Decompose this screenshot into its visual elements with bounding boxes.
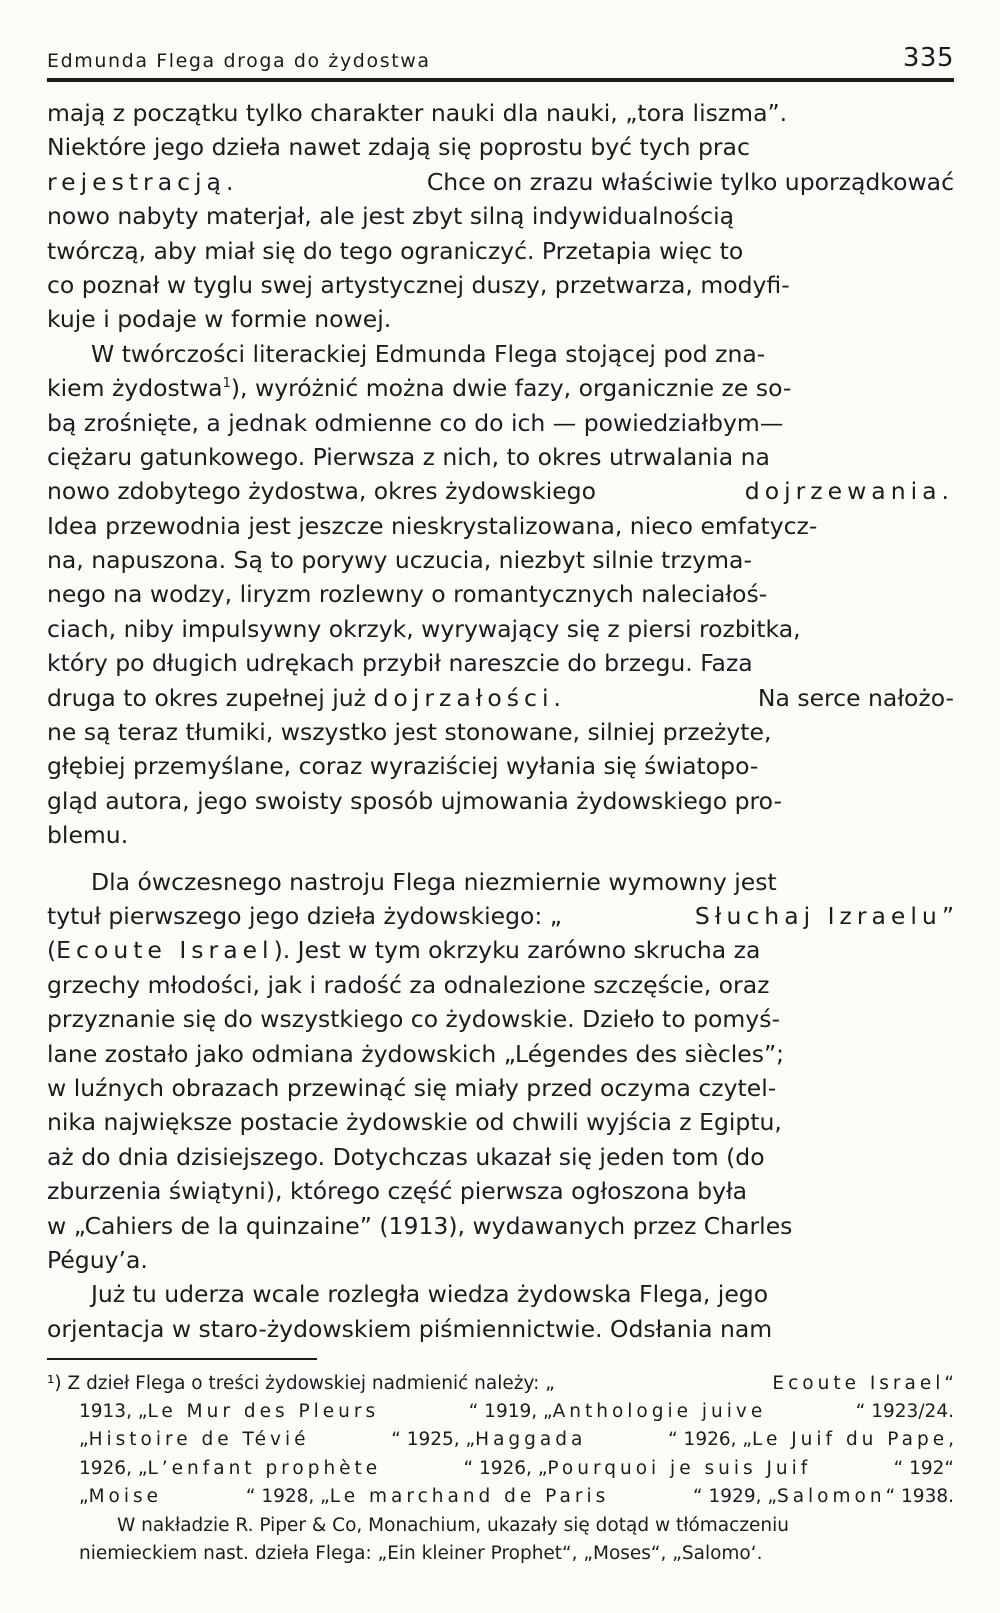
text-line: gląd autora, jego swoisty sposób ujmowania żydowskiego pro- xyxy=(47,786,782,815)
text-line: co poznał w tyglu swej artystycznej duszy, przetwarza, modyfi- xyxy=(47,270,790,299)
text-line xyxy=(47,933,954,967)
text-line: Niektóre jego dzieła nawet zdają się poprostu być tych prac xyxy=(47,133,750,162)
text-span: , xyxy=(948,1429,954,1451)
text-span xyxy=(79,1426,309,1454)
text-line: orjentacja w staro-żydowskiem piśmiennictwie. Odsłania nam xyxy=(47,1314,773,1343)
text-line: lane zostało jako odmiana żydowskich „Légendes des siècles”; xyxy=(47,1039,785,1068)
footnote-line: niemieckiem nast. dzieła Flega: „Ein kleiner Prophet“, „Moses“, „Salomo‘. xyxy=(79,1542,763,1564)
spaced-emphasis: Ecoute Israel xyxy=(56,936,274,965)
text-line: kuje i podaje w formie nowej. xyxy=(47,305,392,334)
text-span: ), wyróżnić można dwie fazy, organicznie ze so- xyxy=(230,374,792,403)
text-line xyxy=(47,899,954,933)
text-span xyxy=(79,1483,162,1511)
text-line: w „Cahiers de la quinzaine” (1913), wydawanych przez Charles xyxy=(47,1211,793,1240)
text-line: Idea przewodnia jest jeszcze nieskrystalizowana, nieco emfatycz- xyxy=(47,511,818,540)
text-line: głębiej przemyślane, coraz wyraziściej wyłania się światopo- xyxy=(47,752,759,781)
text-span: “ 1938. xyxy=(885,1486,954,1508)
text-line: grzechy młodości, jak i radość za odnalezione szczęście, oraz xyxy=(47,970,770,999)
spaced-emphasis: Ecoute Israel xyxy=(772,1372,945,1394)
text-span: 1913, „ xyxy=(79,1400,148,1422)
text-line: nego na wodzy, liryzm rozlewny o romantycznych naleciałoś- xyxy=(47,580,768,609)
text-span: “ 1925, „ xyxy=(391,1429,476,1451)
text-span xyxy=(47,681,566,715)
text-line: Dla ówczesnego nastroju Flega niezmiernie wymowny jest xyxy=(91,867,777,896)
book-page xyxy=(47,40,954,1568)
text-line: na, napuszona. Są to porywy uczucia, niezbyt silnie trzyma- xyxy=(47,546,752,575)
text-line xyxy=(47,681,954,715)
text-line xyxy=(47,165,954,199)
text-line: aż do dnia dzisiejszego. Dotychczas ukazał się jeden tom (do xyxy=(47,1142,765,1171)
text-span: “ 1923/24. xyxy=(855,1400,954,1422)
text-line: ne są teraz tłumiki, wszystko jest stonowane, silniej przeżyte, xyxy=(47,718,772,747)
text-span xyxy=(693,1483,954,1511)
spaced-emphasis: Pourquoi je suis Juif xyxy=(547,1457,812,1479)
paragraph-3 xyxy=(47,865,954,1278)
text-line: w luźnych obrazach przewinąć się miały przed oczyma czytel- xyxy=(47,1073,777,1102)
text-line xyxy=(47,371,954,405)
text-line: Już tu uderza wcale rozległa wiedza żydowska Flega, jego xyxy=(91,1280,769,1309)
footnote-line xyxy=(47,1398,954,1426)
text-span: “ 1919, „ xyxy=(468,1400,553,1422)
body-text xyxy=(47,96,954,1346)
paragraph-gap xyxy=(47,853,954,865)
text-line: mają z początku tylko charakter nauki dla nauki, „tora liszma”. xyxy=(47,99,788,127)
text-span: ). Jest w tym okrzyku zarówno skrucha za xyxy=(273,936,761,965)
text-span xyxy=(47,933,760,967)
text-line: Péguy’a. xyxy=(47,1245,148,1274)
text-line: twórczą, aby miał się do tego ograniczyć. Przetapia więc to xyxy=(47,236,744,265)
footnote-rule xyxy=(47,1358,317,1360)
spaced-emphasis: dojrzałości. xyxy=(373,683,566,712)
spaced-emphasis: Haggada xyxy=(475,1429,587,1451)
text-span: „ xyxy=(79,1429,89,1451)
footnote-line xyxy=(47,1483,954,1511)
paragraph-1 xyxy=(47,96,954,337)
spaced-emphasis: rejestracją. xyxy=(47,167,239,196)
text-span: ( xyxy=(47,936,57,965)
text-span: “ 1926, „ xyxy=(463,1457,548,1479)
text-span: ¹) Z dzieł Flega o treści żydowskiej nadmienić należy: „ xyxy=(47,1372,555,1394)
text-line: W twórczości literackiej Edmunda Flega stojącej pod zna- xyxy=(91,339,766,368)
text-span: Chce on zrazu właściwie tylko uporządkować xyxy=(426,167,954,196)
text-span: tytuł pierwszego jego dzieła żydowskiego: „ xyxy=(47,901,562,930)
text-line: nika największe postacie żydowskie od chwili wyjścia z Egiptu, xyxy=(47,1108,782,1137)
text-span: “ 192“ xyxy=(893,1457,954,1479)
footnote xyxy=(47,1370,954,1569)
spaced-emphasis: Le Mur des Pleurs xyxy=(147,1400,380,1422)
paragraph-2 xyxy=(47,337,954,853)
spaced-emphasis: Le Juif du Pape xyxy=(751,1429,949,1451)
spaced-emphasis: Słuchaj Izraelu xyxy=(694,901,942,930)
text-span xyxy=(668,1426,954,1454)
text-line: nowo nabyty materjał, ale jest zbyt silną indywidualnością xyxy=(47,202,735,231)
text-span xyxy=(772,1370,954,1398)
spaced-emphasis: Le marchand de Paris xyxy=(329,1486,610,1508)
text-span xyxy=(246,1483,609,1511)
text-span xyxy=(469,1398,767,1426)
text-span xyxy=(47,371,791,405)
footnote-line xyxy=(47,1370,954,1398)
spaced-emphasis: Anthologie juive xyxy=(552,1400,767,1422)
footnote-line xyxy=(47,1426,954,1454)
footnote-line xyxy=(47,1455,954,1483)
text-span: “ 1929, „ xyxy=(693,1486,777,1508)
spaced-emphasis: Salomon xyxy=(776,1486,886,1508)
text-line: ciężaru gatunkowego. Pierwsza z nich, to okres utrwalania na xyxy=(47,442,770,471)
text-line: zburzenia świątyni), którego część pierwsza ogłoszona była xyxy=(47,1177,748,1206)
text-span: “ 1926, „ xyxy=(668,1429,752,1451)
text-span: nowo zdobytego żydostwa, okres żydowskiego xyxy=(47,477,596,506)
spaced-emphasis: Histoire de Tévié xyxy=(88,1429,310,1451)
page-number: 335 xyxy=(902,43,954,73)
spaced-emphasis: L’enfant prophète xyxy=(147,1457,382,1479)
text-line: bą zrośnięte, a jednak odmienne co do ich — powiedziałbym— xyxy=(47,408,784,437)
text-span xyxy=(464,1455,812,1483)
text-span: “ xyxy=(944,1372,954,1394)
text-span xyxy=(695,899,954,933)
text-line: który po długich udrękach przybił nareszcie do brzegu. Faza xyxy=(47,649,753,678)
text-span: Na serce nałożo- xyxy=(757,683,954,712)
text-span: kiem żydostwa xyxy=(47,374,223,403)
text-span: „ xyxy=(79,1486,89,1508)
running-title: Edmunda Flega droga do żydostwa xyxy=(47,50,431,72)
text-line: blemu. xyxy=(47,821,129,850)
text-line: ciach, niby impulsywny okrzyk, wyrywający się z piersi rozbitka, xyxy=(47,614,801,643)
text-span: druga to okres zupełnej już xyxy=(47,683,374,712)
text-span: ” xyxy=(941,901,954,930)
spaced-emphasis: dojrzewania. xyxy=(744,477,954,506)
spaced-emphasis: Moise xyxy=(88,1486,163,1508)
header-rule xyxy=(47,78,954,82)
text-span xyxy=(79,1455,381,1483)
text-span xyxy=(79,1398,379,1426)
footnote-line: W nakładzie R. Piper & Co, Monachium, ukazały się dotąd w tłómaczeniu xyxy=(117,1514,789,1536)
text-line xyxy=(47,474,954,508)
paragraph-4 xyxy=(47,1277,954,1346)
text-span: “ 1928, „ xyxy=(245,1486,330,1508)
text-span: 1926, „ xyxy=(79,1457,148,1479)
text-line: przyznanie się do wszystkiego co żydowskie. Dzieło to pomyś- xyxy=(47,1005,780,1034)
running-head xyxy=(47,40,954,76)
footnote-marker: 1 xyxy=(222,376,231,392)
text-span xyxy=(391,1426,586,1454)
